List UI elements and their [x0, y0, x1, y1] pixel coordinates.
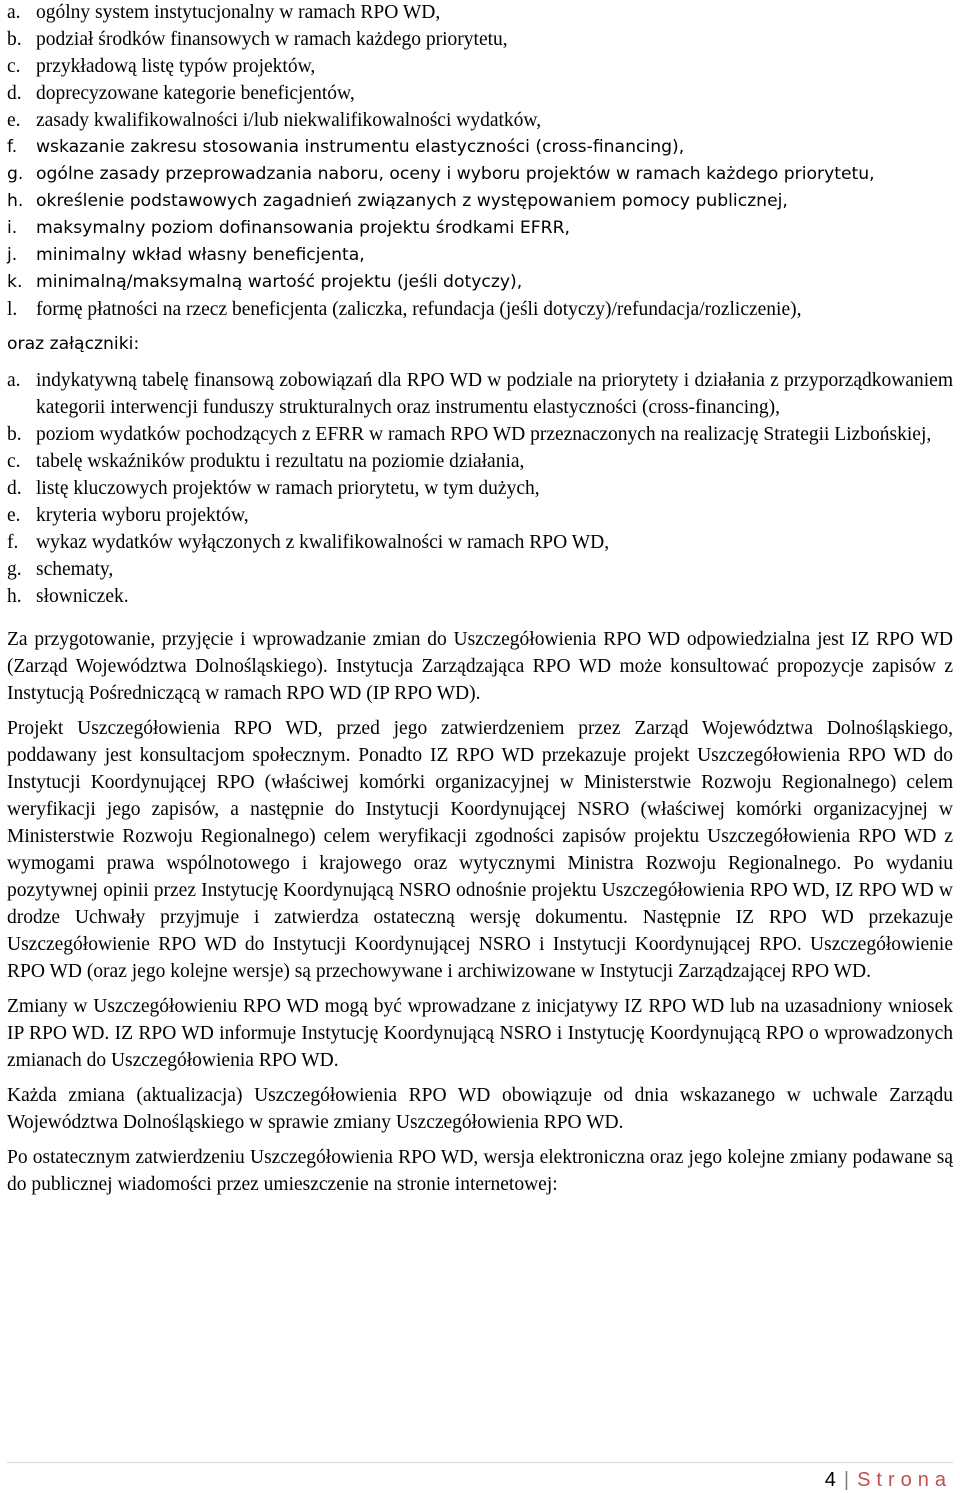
footer-separator: |: [843, 1469, 850, 1491]
list-item-text: tabelę wskaźników produktu i rezultatu na poziomie działania,: [36, 451, 525, 472]
list-item: [7, 242, 953, 269]
list-item: [7, 134, 953, 161]
list-marker: b.: [7, 424, 22, 445]
attachments-heading: oraz załączniki:: [7, 334, 140, 354]
list-marker: j.: [7, 245, 18, 265]
list-item-text: określenie podstawowych zagadnień związanych z występowaniem pomocy publicznej,: [36, 191, 788, 211]
list-item-text: listę kluczowych projektów w ramach priorytetu, w tym dużych,: [36, 478, 540, 499]
list-item: [7, 556, 953, 583]
page-number: 4: [824, 1469, 836, 1491]
list-item-text: doprecyzowane kategorie beneficjentów,: [36, 83, 355, 104]
list-item-text: ogólny system instytucjonalny w ramach RPO WD,: [36, 2, 441, 23]
list-marker: h.: [7, 191, 24, 211]
list-marker: a.: [7, 2, 21, 23]
attachments-list: [7, 367, 953, 610]
list-item-text: wskazanie zakresu stosowania instrumentu elastyczności (cross-financing),: [36, 137, 685, 157]
list-item: [7, 367, 953, 421]
page-footer: [825, 1468, 952, 1492]
list-item: [7, 529, 953, 556]
list-item-text: indykatywną tabelę finansową zobowiązań dla RPO WD w podziale na priorytety i działania z przyporządkowaniem kategorii interwencji funduszy strukturalnych oraz instrumentu elastyczności (cross-financing),: [36, 370, 953, 418]
list-item: [7, 502, 953, 529]
list-marker: c.: [7, 451, 21, 472]
list-marker: b.: [7, 29, 22, 50]
list-item-text: formę płatności na rzecz beneficjenta (zaliczka, refundacja (jeśli dotyczy)/refundacja/rozliczenie),: [36, 299, 802, 320]
list-marker: k.: [7, 272, 23, 292]
paragraph: Po ostatecznym zatwierdzeniu Uszczegółowienia RPO WD, wersja elektroniczna oraz jego kolejne zmiany podawane są do publicznej wiadomości przez umieszczenie na stronie internetowej:: [7, 1147, 953, 1195]
list-marker: d.: [7, 83, 22, 104]
list-marker: h.: [7, 586, 22, 607]
list-item: [7, 53, 953, 80]
list-item: [7, 215, 953, 242]
list-item-text: zasady kwalifikowalności i/lub niekwalifikowalności wydatków,: [36, 110, 542, 131]
list-item: [7, 269, 953, 296]
document-contents-list: [7, 0, 953, 323]
list-item: [7, 107, 953, 134]
list-item-text: podział środków finansowych w ramach każdego priorytetu,: [36, 29, 508, 50]
list-item: [7, 26, 953, 53]
list-marker: i.: [7, 218, 18, 238]
list-item: [7, 421, 953, 448]
list-item-text: ogólne zasady przeprowadzania naboru, oceny i wyboru projektów w ramach każdego priorytetu,: [36, 164, 875, 184]
list-item: [7, 80, 953, 107]
list-marker: l.: [7, 299, 18, 320]
paragraph: Projekt Uszczegółowienia RPO WD, przed jego zatwierdzeniem przez Zarząd Województwa Dolnośląskiego, poddawany jest konsultacjom społecznym. Ponadto IZ RPO WD przekazuje projekt Uszczegółowienia RPO WD do Instytucji Koordynującej RPO (właściwej komórki organizacyjnej w Ministerstwie Rozwoju Regionalnego) celem weryfikacji jego zapisów, a następnie do Instytucji Koordynującej NSRO (właściwej komórki organizacyjnej w Ministerstwie Rozwoju Regionalnego) celem weryfikacji zgodności zapisów projektu Uszczegółowienia RPO WD z wymogami prawa wspólnotowego i krajowego oraz wytycznymi Ministra Rozwoju Regionalnego. Po wydaniu pozytywnej opinii przez Instytucję Koordynującą NSRO odnośnie projektu Uszczegółowienia RPO WD, IZ RPO WD w drodze Uchwały przyjmuje i zatwierdza ostateczną wersję dokumentu. Następnie IZ RPO WD przekazuje Uszczegółowienie RPO WD do Instytucji Koordynującej NSRO i Instytucji Koordynującej RPO. Uszczegółowienie RPO WD (oraz jego kolejne wersje) są przechowywane i archiwizowane w Instytucji Zarządzającej RPO WD.: [7, 718, 953, 982]
list-marker: a.: [7, 370, 21, 391]
list-item-text: minimalną/maksymalną wartość projektu (jeśli dotyczy),: [36, 272, 523, 292]
list-item-text: słowniczek.: [36, 586, 129, 607]
list-marker: g.: [7, 559, 22, 580]
list-item: [7, 296, 953, 323]
list-item-text: wykaz wydatków wyłączonych z kwalifikowalności w ramach RPO WD,: [36, 532, 610, 553]
list-marker: f.: [7, 137, 18, 157]
list-item-text: przykładową listę typów projektów,: [36, 56, 316, 77]
footer-divider: [7, 1462, 953, 1463]
list-marker: d.: [7, 478, 22, 499]
list-item-text: schematy,: [36, 559, 114, 580]
list-marker: e.: [7, 110, 21, 131]
list-item: [7, 583, 953, 610]
paragraph: Za przygotowanie, przyjęcie i wprowadzanie zmian do Uszczegółowienia RPO WD odpowiedzialna jest IZ RPO WD (Zarząd Województwa Dolnośląskiego). Instytucja Zarządzająca RPO WD może konsultować propozycje zapisów z Instytucją Pośredniczącą w ramach RPO WD (IP RPO WD).: [7, 629, 953, 704]
list-marker: g.: [7, 164, 24, 184]
list-item: [7, 475, 953, 502]
list-item: [7, 188, 953, 215]
page-word: Strona: [857, 1469, 952, 1491]
list-item-text: maksymalny poziom dofinansowania projektu środkami EFRR,: [36, 218, 571, 238]
list-item-text: minimalny wkład własny beneficjenta,: [36, 245, 365, 265]
paragraph: Zmiany w Uszczegółowieniu RPO WD mogą być wprowadzane z inicjatywy IZ RPO WD lub na uzasadniony wniosek IP RPO WD. IZ RPO WD informuje Instytucję Koordynującą NSRO i Instytucję Koordynującą RPO o wprowadzonych zmianach do Uszczegółowienia RPO WD.: [7, 996, 953, 1071]
list-item: [7, 0, 953, 26]
list-item-text: kryteria wyboru projektów,: [36, 505, 249, 526]
list-marker: c.: [7, 56, 21, 77]
list-item: [7, 161, 953, 188]
paragraph: Każda zmiana (aktualizacja) Uszczegółowienia RPO WD obowiązuje od dnia wskazanego w uchwale Zarządu Województwa Dolnośląskiego w sprawie zmiany Uszczegółowienia RPO WD.: [7, 1085, 953, 1133]
list-item: [7, 448, 953, 475]
list-item-text: poziom wydatków pochodzących z EFRR w ramach RPO WD przeznaczonych na realizację Strategii Lizbońskiej,: [36, 424, 932, 445]
list-marker: f.: [7, 532, 19, 553]
list-marker: e.: [7, 505, 21, 526]
